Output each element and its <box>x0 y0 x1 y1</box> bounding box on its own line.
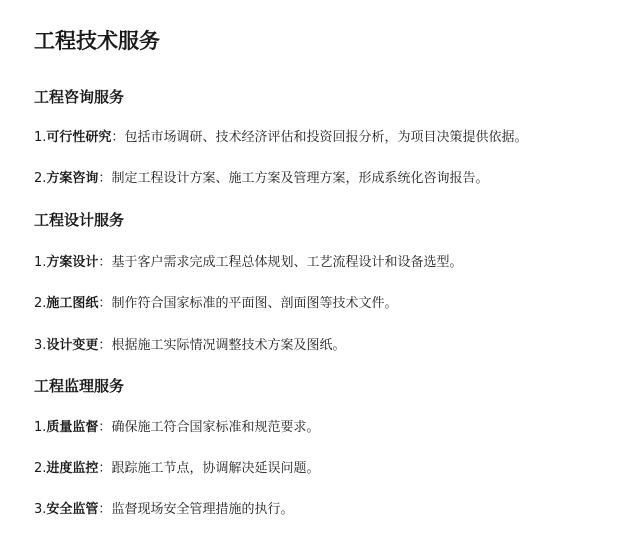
list-description: 跟踪施工节点，协调解决延误问题。 <box>111 461 320 476</box>
list-number: 1. <box>34 255 47 270</box>
list-separator: ： <box>111 130 125 145</box>
list-description: 监督现场安全管理措施的执行。 <box>111 502 294 517</box>
list-item <box>34 128 527 148</box>
list-description: 根据施工实际情况调整技术方案及图纸。 <box>111 338 346 353</box>
list-number: 2. <box>34 171 47 186</box>
list-term: 施工图纸 <box>46 296 99 311</box>
list-term: 方案咨询 <box>46 171 99 186</box>
list-number: 2. <box>34 461 47 476</box>
list-term: 安全监管 <box>46 502 99 517</box>
list-separator: ： <box>98 502 112 517</box>
list-number: 1. <box>34 130 47 145</box>
section-title-supervision: 工程监理服务 <box>34 377 125 395</box>
list-item <box>34 500 293 520</box>
list-term: 进度监控 <box>46 461 99 476</box>
list-separator: ： <box>98 338 112 353</box>
list-separator: ： <box>98 171 112 186</box>
list-item <box>34 253 462 273</box>
list-separator: ： <box>98 461 112 476</box>
list-separator: ： <box>98 255 112 270</box>
list-number: 2. <box>34 296 47 311</box>
list-item <box>34 459 319 479</box>
list-item <box>34 294 397 314</box>
list-separator: ： <box>98 420 112 435</box>
list-description: 基于客户需求完成工程总体规划、工艺流程设计和设备选型。 <box>111 255 463 270</box>
list-separator: ： <box>98 296 112 311</box>
section-title-design: 工程设计服务 <box>34 211 125 229</box>
list-item <box>34 418 319 438</box>
list-description: 确保施工符合国家标准和规范要求。 <box>111 420 320 435</box>
list-term: 可行性研究 <box>46 130 112 145</box>
list-number: 3. <box>34 502 47 517</box>
list-description: 包括市场调研、技术经济评估和投资回报分析，为项目决策提供依据。 <box>124 130 528 145</box>
list-number: 1. <box>34 420 47 435</box>
list-item <box>34 336 345 356</box>
section-title-consulting: 工程咨询服务 <box>34 88 125 106</box>
page-title: 工程技术服务 <box>34 29 160 53</box>
list-number: 3. <box>34 338 47 353</box>
list-item <box>34 169 488 189</box>
list-term: 质量监督 <box>46 420 99 435</box>
list-term: 方案设计 <box>46 255 99 270</box>
list-term: 设计变更 <box>46 338 99 353</box>
list-description: 制定工程设计方案、施工方案及管理方案，形成系统化咨询报告。 <box>111 171 489 186</box>
list-description: 制作符合国家标准的平面图、剖面图等技术文件。 <box>111 296 398 311</box>
